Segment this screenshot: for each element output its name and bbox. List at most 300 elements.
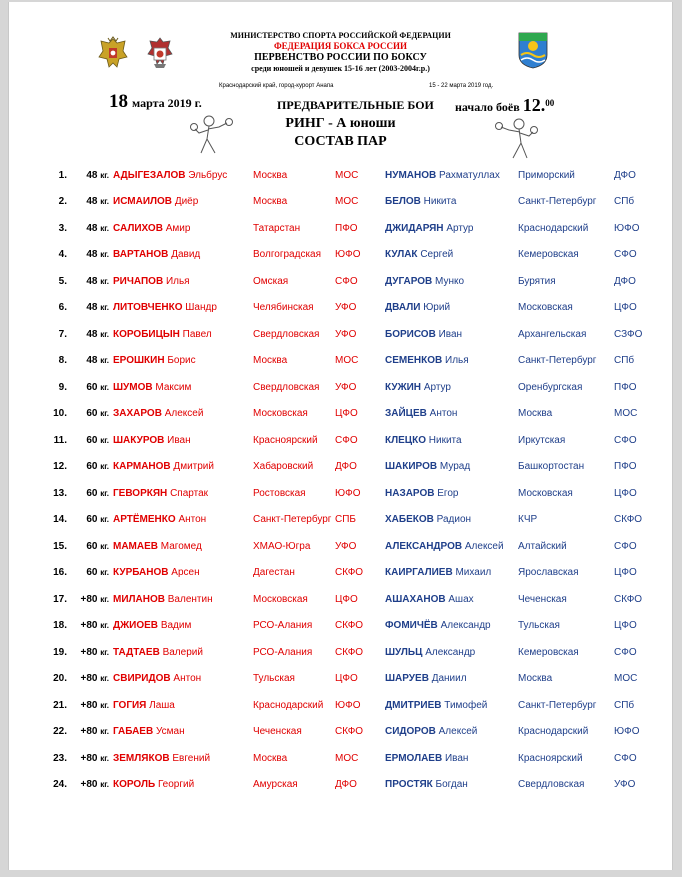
blue-boxer-region: Алтайский	[518, 540, 567, 552]
first-name: Ашах	[448, 593, 474, 605]
blue-boxer-name	[385, 480, 518, 507]
blue-boxer-name	[385, 745, 518, 772]
bout-row	[9, 374, 654, 401]
weight-unit: кг.	[100, 594, 109, 604]
blue-boxer-name	[385, 242, 518, 269]
weight-unit: кг.	[100, 462, 109, 472]
surname: КАРМАНОВ	[113, 461, 171, 473]
red-boxer-district: ПФО	[335, 222, 358, 234]
bout-number: 22.	[53, 726, 67, 738]
blue-boxer-district: СФО	[614, 434, 637, 446]
weight-class	[67, 533, 113, 560]
weight-class	[67, 189, 113, 216]
red-boxer-name	[113, 348, 253, 375]
red-boxer-region: Дагестан	[253, 567, 295, 579]
red-boxer-district: ЦФО	[335, 673, 358, 685]
blue-boxer-region: Ярославская	[518, 567, 579, 579]
red-boxer-district: СКФО	[335, 646, 364, 658]
red-boxer-district: УФО	[335, 381, 357, 393]
blue-boxer-district: СПб	[614, 699, 635, 711]
red-boxer-district: ЮФО	[335, 487, 361, 499]
weight-value: 48	[86, 275, 98, 287]
weight-value: 48	[86, 222, 98, 234]
surname: КУЖИН	[385, 381, 422, 393]
weight-unit: кг.	[100, 541, 109, 551]
blue-boxer-name	[385, 162, 518, 189]
first-name: Иван	[444, 752, 469, 764]
surname: БЕЛОВ	[385, 196, 421, 208]
first-name: Илья	[165, 275, 190, 287]
red-boxer-district: СФО	[335, 275, 358, 287]
blue-boxer-name	[385, 586, 518, 613]
start-time	[455, 95, 554, 116]
blue-boxer-region: Приморский	[518, 169, 575, 181]
bout-row	[9, 639, 654, 666]
bout-number: 15.	[53, 540, 67, 552]
surname: ФОМИЧЁВ	[385, 620, 438, 632]
first-name: Михаил	[455, 567, 492, 579]
weight-class	[67, 215, 113, 242]
blue-boxer-district: ЦФО	[614, 620, 637, 632]
bout-row	[9, 772, 654, 799]
start-label: начало боёв	[455, 100, 520, 114]
surname: ХАБЕКОВ	[385, 514, 434, 526]
red-boxer-district: МОС	[335, 169, 359, 181]
event-dates: 15 - 22 марта 2019 год.	[429, 83, 494, 89]
weight-class	[67, 586, 113, 613]
weight-unit: кг.	[100, 356, 109, 366]
bout-row	[9, 295, 654, 322]
first-name: Арсен	[171, 567, 200, 579]
blue-boxer-name	[385, 772, 518, 799]
red-boxer-region: Санкт-Петербург	[253, 514, 332, 526]
bout-number: 24.	[53, 779, 67, 791]
blue-boxer-district: ЦФО	[614, 487, 637, 499]
blue-boxer-district: СПб	[614, 196, 635, 208]
bout-row	[9, 586, 654, 613]
blue-boxer-region: Архангельская	[518, 328, 587, 340]
blue-boxer-name	[385, 560, 518, 587]
surname: ШУМОВ	[113, 381, 153, 393]
red-boxer-region: Свердловская	[253, 381, 320, 393]
blue-boxer-name	[385, 454, 518, 481]
blue-boxer-region: Тульская	[518, 620, 560, 632]
bout-number: 5.	[58, 275, 67, 287]
weight-value: +80	[80, 726, 98, 738]
blue-boxer-region: Иркутская	[518, 434, 566, 446]
first-name: Борис	[167, 355, 196, 367]
blue-boxer-district: УФО	[614, 779, 636, 791]
red-boxer-district: ДФО	[335, 461, 357, 473]
weight-class	[67, 321, 113, 348]
bout-number: 19.	[53, 646, 67, 658]
bout-row	[9, 427, 654, 454]
bout-row	[9, 560, 654, 587]
first-name: Богдан	[435, 779, 468, 791]
red-boxer-region: РСО-Алания	[253, 620, 313, 632]
blue-boxer-district: ДФО	[614, 169, 636, 181]
first-name: Артур	[446, 222, 474, 234]
surname: ШАКИРОВ	[385, 461, 438, 473]
weight-value: +80	[80, 699, 98, 711]
surname: ЗАХАРОВ	[113, 408, 162, 420]
blue-boxer-district: СЗФО	[614, 328, 643, 340]
first-name: Алексей	[464, 540, 504, 552]
blue-boxer-district: ПФО	[614, 461, 637, 473]
federation-line: ФЕДЕРАЦИЯ БОКСА РОССИИ	[273, 41, 408, 51]
blue-boxer-district: СФО	[614, 752, 637, 764]
blue-boxer-district: СФО	[614, 249, 637, 261]
weight-class	[67, 613, 113, 640]
red-boxer-region: Омская	[253, 275, 289, 287]
weight-unit: кг.	[100, 276, 109, 286]
weight-class	[67, 401, 113, 428]
weight-value: 60	[86, 514, 98, 526]
blue-boxer-name	[385, 295, 518, 322]
weight-class	[67, 639, 113, 666]
weight-value: 60	[86, 567, 98, 579]
blue-boxer-name	[385, 507, 518, 534]
blue-boxer-district: МОС	[614, 673, 638, 685]
red-boxer-region: Тульская	[253, 673, 295, 685]
surname: ШАКУРОВ	[113, 434, 165, 446]
bout-number: 18.	[53, 620, 67, 632]
blue-boxer-district: СКФО	[614, 593, 643, 605]
weight-class	[67, 348, 113, 375]
surname: ШУЛЬЦ	[385, 646, 423, 658]
weight-value: +80	[80, 593, 98, 605]
weight-value: +80	[80, 620, 98, 632]
blue-boxer-region: Московская	[518, 302, 573, 314]
bout-number: 23.	[53, 752, 67, 764]
blue-boxer-name	[385, 427, 518, 454]
blue-boxer-name	[385, 215, 518, 242]
red-boxer-name	[113, 560, 253, 587]
weight-unit: кг.	[100, 727, 109, 737]
weight-class	[67, 745, 113, 772]
bout-number: 11.	[53, 434, 67, 446]
red-boxer-name	[113, 719, 253, 746]
weight-unit: кг.	[100, 780, 109, 790]
blue-boxer-region: КЧР	[518, 514, 538, 526]
blue-boxer-region: Кемеровская	[518, 249, 579, 261]
weight-unit: кг.	[100, 409, 109, 419]
bout-day: 18	[109, 91, 128, 112]
weight-class	[67, 560, 113, 587]
red-boxer-region: Ростовская	[253, 487, 306, 499]
red-boxer-region: Свердловская	[253, 328, 320, 340]
bout-month-year: марта 2019 г.	[132, 96, 202, 110]
surname: ДВАЛИ	[385, 302, 421, 314]
surname: ГАБАЕВ	[113, 726, 154, 738]
blue-boxer-name	[385, 719, 518, 746]
bouts-table-body	[9, 162, 654, 798]
weight-value: 60	[86, 540, 98, 552]
red-boxer-region: Москва	[253, 355, 288, 367]
bout-row	[9, 454, 654, 481]
bout-row	[9, 401, 654, 428]
blue-boxer-district: ЮФО	[614, 222, 640, 234]
bout-number: 6.	[58, 302, 67, 314]
blue-boxer-name	[385, 401, 518, 428]
weight-class	[67, 268, 113, 295]
surname: КОРОБИЦЫН	[113, 328, 180, 340]
surname: БОРИСОВ	[385, 328, 436, 340]
red-boxer-name	[113, 427, 253, 454]
first-name: Иван	[438, 328, 463, 340]
blue-boxer-name	[385, 533, 518, 560]
weight-unit: кг.	[100, 621, 109, 631]
red-boxer-district: МОС	[335, 752, 359, 764]
first-name: Шандр	[185, 302, 217, 314]
bout-number: 9.	[58, 381, 67, 393]
first-name: Илья	[445, 355, 469, 367]
bout-row	[9, 348, 654, 375]
blue-boxer-region: Оренбургская	[518, 381, 583, 393]
championship-line: ПЕРВЕНСТВО РОССИИ ПО БОКСУ	[254, 52, 427, 63]
first-name: Егор	[437, 487, 459, 499]
red-boxer-region: Краснодарский	[253, 699, 324, 711]
blue-boxer-district: ДФО	[614, 275, 636, 287]
first-name: Амир	[165, 222, 191, 234]
bout-row	[9, 613, 654, 640]
first-name: Лаша	[149, 699, 175, 711]
bout-row	[9, 321, 654, 348]
surname: ШАРУЕВ	[385, 673, 429, 685]
bout-number: 21.	[53, 699, 67, 711]
weight-unit: кг.	[100, 329, 109, 339]
first-name: Рахматуллах	[439, 169, 500, 181]
bout-number: 4.	[58, 249, 67, 261]
weight-unit: кг.	[100, 170, 109, 180]
red-boxer-district: ЮФО	[335, 249, 361, 261]
blue-boxer-district: СПб	[614, 355, 635, 367]
weight-unit: кг.	[100, 382, 109, 392]
surname: КЛЕЦКО	[385, 434, 426, 446]
bout-number: 14.	[53, 514, 67, 526]
surname: АЛЕКСАНДРОВ	[385, 540, 463, 552]
first-name: Алексей	[164, 408, 204, 420]
weight-value: 48	[86, 355, 98, 367]
weight-class	[67, 427, 113, 454]
surname: АДЫГЕЗАЛОВ	[113, 169, 186, 181]
surname: ВАРТАНОВ	[113, 249, 169, 261]
red-boxer-name	[113, 666, 253, 693]
blue-boxer-region: Кемеровская	[518, 646, 579, 658]
red-boxer-region: Чеченская	[253, 726, 302, 738]
red-boxer-region: Москва	[253, 752, 288, 764]
surname: КУЛАК	[385, 249, 418, 261]
weight-class	[67, 454, 113, 481]
first-name: Мурад	[439, 461, 471, 473]
blue-boxer-name	[385, 268, 518, 295]
surname: ТАДТАЕВ	[113, 646, 160, 658]
document-header	[9, 2, 672, 162]
blue-boxer-name	[385, 666, 518, 693]
ministry-line: МИНИСТЕРСТВО СПОРТА РОССИЙСКОЙ ФЕДЕРАЦИИ	[230, 31, 451, 40]
red-boxer-name	[113, 189, 253, 216]
weight-class	[67, 295, 113, 322]
blue-boxer-name	[385, 189, 518, 216]
surname: РИЧАПОВ	[113, 275, 164, 287]
first-name: Артур	[423, 381, 451, 393]
first-name: Вадим	[160, 620, 192, 632]
weight-unit: кг.	[100, 250, 109, 260]
first-name: Александр	[440, 620, 491, 632]
first-name: Даниил	[431, 673, 467, 685]
blue-boxer-region: Санкт-Петербург	[518, 699, 597, 711]
surname: ДУГАРОВ	[385, 275, 433, 287]
bout-number: 8.	[58, 355, 67, 367]
bout-row	[9, 533, 654, 560]
weight-value: 60	[86, 487, 98, 499]
red-boxer-name	[113, 242, 253, 269]
red-boxer-name	[113, 613, 253, 640]
blue-boxer-region: Бурятия	[518, 275, 556, 287]
ring-label: РИНГ - А юноши	[285, 116, 396, 131]
weight-value: 60	[86, 461, 98, 473]
weight-value: 60	[86, 381, 98, 393]
participants-line: среди юношей и девушек 15-16 лет (2003-2004г.р.)	[251, 64, 430, 73]
weight-class	[67, 480, 113, 507]
bout-row	[9, 268, 654, 295]
bout-row	[9, 162, 654, 189]
weight-value: +80	[80, 646, 98, 658]
red-boxer-region: Красноярский	[253, 434, 318, 446]
bout-number: 16.	[53, 567, 67, 579]
first-name: Диёр	[174, 196, 199, 208]
bout-row	[9, 692, 654, 719]
weight-class	[67, 374, 113, 401]
weight-unit: кг.	[100, 515, 109, 525]
blue-boxer-name	[385, 348, 518, 375]
first-name: Георгий	[157, 779, 195, 791]
red-boxer-region: ХМАО-Югра	[253, 540, 311, 552]
red-boxer-district: СФО	[335, 434, 358, 446]
red-boxer-name	[113, 401, 253, 428]
weight-value: 60	[86, 434, 98, 446]
blue-boxer-region: Башкортостан	[518, 461, 585, 473]
surname: СЕМЕНКОВ	[385, 355, 443, 367]
surname: СИДОРОВ	[385, 726, 436, 738]
weight-class	[67, 162, 113, 189]
weight-class	[67, 692, 113, 719]
red-boxer-name	[113, 533, 253, 560]
weight-class	[67, 242, 113, 269]
surname: НАЗАРОВ	[385, 487, 435, 499]
surname: ЗАЙЦЕВ	[385, 408, 427, 420]
first-name: Мунко	[435, 275, 465, 287]
bout-row	[9, 507, 654, 534]
red-boxer-district: МОС	[335, 196, 359, 208]
red-boxer-region: Московская	[253, 408, 308, 420]
blue-boxer-region: Москва	[518, 408, 553, 420]
red-boxer-district: УФО	[335, 540, 357, 552]
blue-boxer-district: МОС	[614, 408, 638, 420]
bout-number: 7.	[58, 328, 67, 340]
blue-boxer-district: ПФО	[614, 381, 637, 393]
surname: КАИРГАЛИЕВ	[385, 567, 453, 579]
weight-class	[67, 507, 113, 534]
surname: ЕРМОЛАЕВ	[385, 752, 443, 764]
blue-boxer-district: СКФО	[614, 514, 643, 526]
surname: ГОГИЯ	[113, 699, 147, 711]
surname: АШАХАНОВ	[385, 593, 446, 605]
blue-boxer-district: ЮФО	[614, 726, 640, 738]
blue-boxer-region: Санкт-Петербург	[518, 355, 597, 367]
weight-value: +80	[80, 752, 98, 764]
red-boxer-name	[113, 454, 253, 481]
blue-boxer-name	[385, 321, 518, 348]
red-boxer-region: Московская	[253, 593, 308, 605]
surname: КОРОЛЬ	[113, 779, 156, 791]
surname: ИСМАИЛОВ	[113, 196, 173, 208]
pairs-title: СОСТАВ ПАР	[294, 134, 387, 149]
bout-number: 13.	[53, 487, 67, 499]
blue-boxer-name	[385, 639, 518, 666]
first-name: Алексей	[438, 726, 478, 738]
weight-value: +80	[80, 779, 98, 791]
red-boxer-name	[113, 162, 253, 189]
bout-row	[9, 215, 654, 242]
blue-boxer-name	[385, 692, 518, 719]
red-boxer-region: Татарстан	[253, 222, 301, 234]
bout-number: 20.	[53, 673, 67, 685]
surname: КУРБАНОВ	[113, 567, 169, 579]
red-boxer-district: МОС	[335, 355, 359, 367]
first-name: Иван	[167, 434, 191, 446]
weight-unit: кг.	[100, 435, 109, 445]
stage-label: ПРЕДВАРИТЕЛЬНЫЕ БОИ	[277, 98, 434, 112]
surname: ДЖИДАРЯН	[385, 222, 444, 234]
bout-number: 2.	[58, 196, 67, 208]
red-boxer-region: Челябинская	[253, 302, 314, 314]
weight-value: 48	[86, 328, 98, 340]
bout-row	[9, 242, 654, 269]
surname: СВИРИДОВ	[113, 673, 171, 685]
bout-row	[9, 745, 654, 772]
first-name: Усман	[155, 726, 185, 738]
red-boxer-name	[113, 268, 253, 295]
weight-class	[67, 666, 113, 693]
first-name: Эльбрус	[188, 169, 228, 181]
first-name: Тимофей	[444, 699, 488, 711]
red-boxer-district: СПБ	[335, 514, 356, 526]
red-boxer-district: УФО	[335, 328, 357, 340]
first-name: Юрий	[423, 302, 451, 314]
surname: МАМАЕВ	[113, 540, 158, 552]
first-name: Павел	[182, 328, 212, 340]
blue-boxer-region: Чеченская	[518, 593, 567, 605]
red-boxer-district: ЦФО	[335, 408, 358, 420]
weight-unit: кг.	[100, 488, 109, 498]
blue-boxer-name	[385, 613, 518, 640]
blue-boxer-region: Московская	[518, 487, 573, 499]
surname: ДЖИОЕВ	[113, 620, 159, 632]
first-name: Валерий	[162, 646, 203, 658]
red-boxer-region: Москва	[253, 196, 288, 208]
first-name: Никита	[428, 434, 462, 446]
red-boxer-district: УФО	[335, 302, 357, 314]
bout-number: 1.	[58, 169, 67, 181]
bout-row	[9, 666, 654, 693]
document-page	[8, 2, 673, 870]
weight-class	[67, 772, 113, 799]
blue-boxer-district: СФО	[614, 646, 637, 658]
weight-unit: кг.	[100, 674, 109, 684]
weight-unit: кг.	[100, 753, 109, 763]
red-boxer-name	[113, 480, 253, 507]
